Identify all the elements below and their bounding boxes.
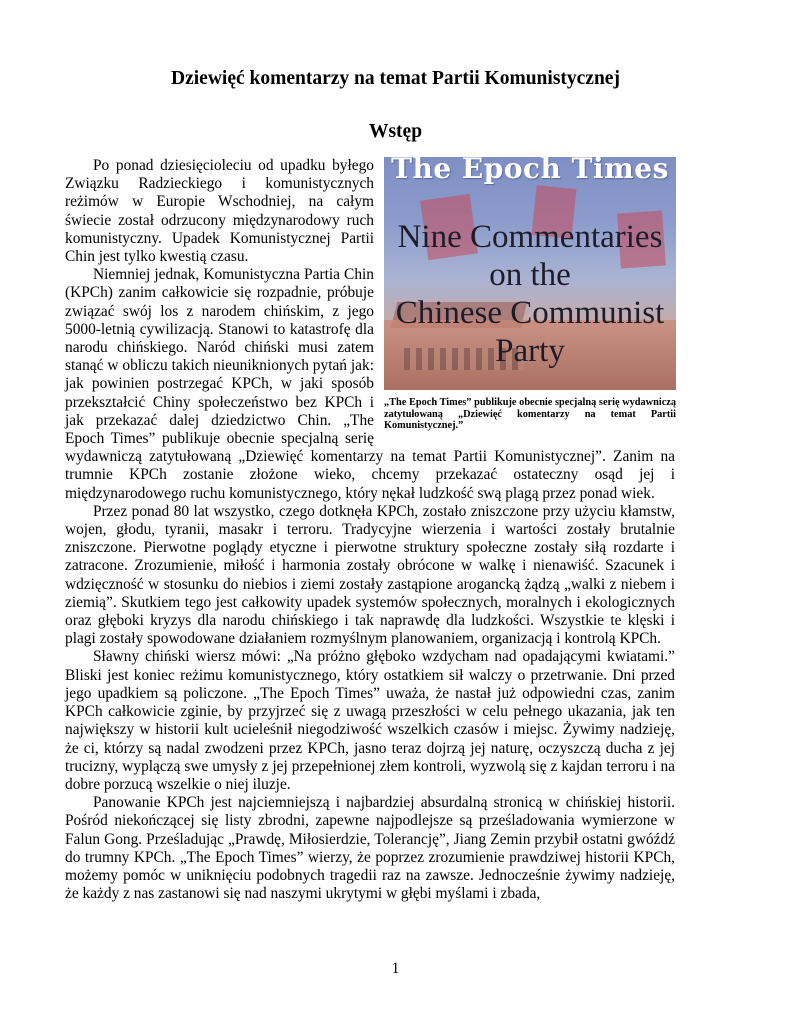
banner-line-2: on the — [489, 257, 571, 293]
banner-masthead: The Epoch Times — [391, 157, 669, 185]
banner-line-3: Chinese Communist — [395, 295, 665, 331]
paragraph-2: Niemniej jednak, Komunistyczna Partia Chin (KPCh) zanim całkowicie się rozpadnie, próbuje związać swój los z narodem chińskim, z jego 5000-letnią cywilizacją. Stanowi to katastrofę dla narodu chińskiego. Naród chiński musi zatem stanąć w obliczu takich nieuniknionych pytań jak: jak powinien postrzegać KPCh, w jaki sposób przekształcić Chiny społeczeństwo bez KPCh i jak przekazać dalej dziedzictwo Chin. „The Epoch Times” publikuje obecnie specjalną serię wydawniczą zatytułowaną „Dziewięć komentarzy na temat Partii Komunistycznej”. Zanim na trumnie KPCh zostanie złożone wieko, chcemy przekazać ostateczny osąd jej i międzynarodowego ruchu komunistycznego, który nękał ludzkość swą plagą przez ponad wiek. — [65, 266, 675, 502]
paragraph-3: Przez ponad 80 lat wszystko, czego dotknęła KPCh, zostało zniszczone przy użyciu kłamstw, wojen, głodu, tyranii, masakr i terroru. Tradycyjne wierzenia i wartości zostały brutalnie zniszczone. Pierwotne poglądy etyczne i pierwotne struktury społeczne zostały siłą rozdarte i zatracone. Zrozumienie, miłość i harmonia zostały obrócone w walkę i nienawiść. Szacunek i wdzięczność w stosunku do niebios i ziemi zostały zastąpione arogancką żądzą „walki z niebem i ziemią”. Skutkiem tego jest całkowity upadek systemów społecznych, moralnych i ekologicznych oraz głęboki kryzys dla narodu chińskiego i tak naprawdę dla ludzkości. Wszystkie te klęski i plagi zostały spowodowane działaniem rozmyślnym planowaniem, organizacją i kontrolą KPCh. — [65, 502, 675, 648]
paragraph-4: Sławny chiński wiersz mówi: „Na próżno głęboko wzdycham nad opadającymi kwiatami.” Bliski jest koniec reżimu komunistycznego, który ostatkiem sił walczy o przetrwanie. Dni przed jego upadkiem są policzone. „The Epoch Times” uważa, że nastał już odpowiedni czas, zanim KPCh całkowicie zginie, by przyjrzeć się z uwagą przeszłości w celu pełnego ukazania, jak ten największy w historii kult ucieleśnił niegodziwość wszelkich czasów i miejsc. Żywimy nadzieję, że ci, którzy są nadal zwodzeni przez KPCh, jasno teraz dojrzą jej naturę, oczyszczą ducha z jej trucizny, wyplączą swe umysły z jej przepełnionej złem kontroli, wyzwolą się z kajdan terroru i na dobre porzucą wszelkie o niej iluzje. — [65, 648, 675, 793]
document-title: Dziewięć komentarzy na temat Partii Komunistycznej — [171, 68, 620, 89]
paragraph-1: Po ponad dziesięcioleciu od upadku byłego Związku Radzieckiego i komunistycznych reżimów w Europie Wschodniej, na całym świecie został odrzucony międzynarodowy ruch komunistyczny. Upadek Komunistycznej Partii Chin jest tylko kwestią czasu. — [65, 157, 374, 266]
figure-caption: „The Epoch Times” publikuje obecnie specjalną serię wydawniczą zatytułowaną „Dziewięć komentarzy na temat Partii Komunistycznej.” — [384, 397, 676, 431]
banner-line-4: Party — [495, 333, 565, 369]
body-text — [65, 157, 675, 903]
section-heading: Wstęp — [368, 121, 423, 142]
epoch-times-banner-image — [384, 157, 676, 390]
page-number: 1 — [391, 960, 400, 977]
figure — [384, 157, 676, 432]
banner-line-1: Nine Commentaries — [397, 219, 663, 255]
paragraph-5: Panowanie KPCh jest najciemniejszą i najbardziej absurdalną stronicą w chińskiej historii. Pośród niekończącej się listy zbrodni, zapewne najpodlejsze są prześladowania wymierzone w Falun Gong. Prześladując „Prawdę, Miłosierdzie, Tolerancję”, Jiang Zemin przybił ostatni gwóźdź do trumny KPCh. „The Epoch Times” wierzy, że poprzez zrozumienie prawdziwej historii KPCh, możemy pomóc w uniknięciu podobnych tragedii raz na zawsze. Jednocześnie żywimy nadzieję, że każdy z nas zastanowi się nad naszymi ukrytymi w głębi myślami i zbada, — [65, 794, 675, 903]
